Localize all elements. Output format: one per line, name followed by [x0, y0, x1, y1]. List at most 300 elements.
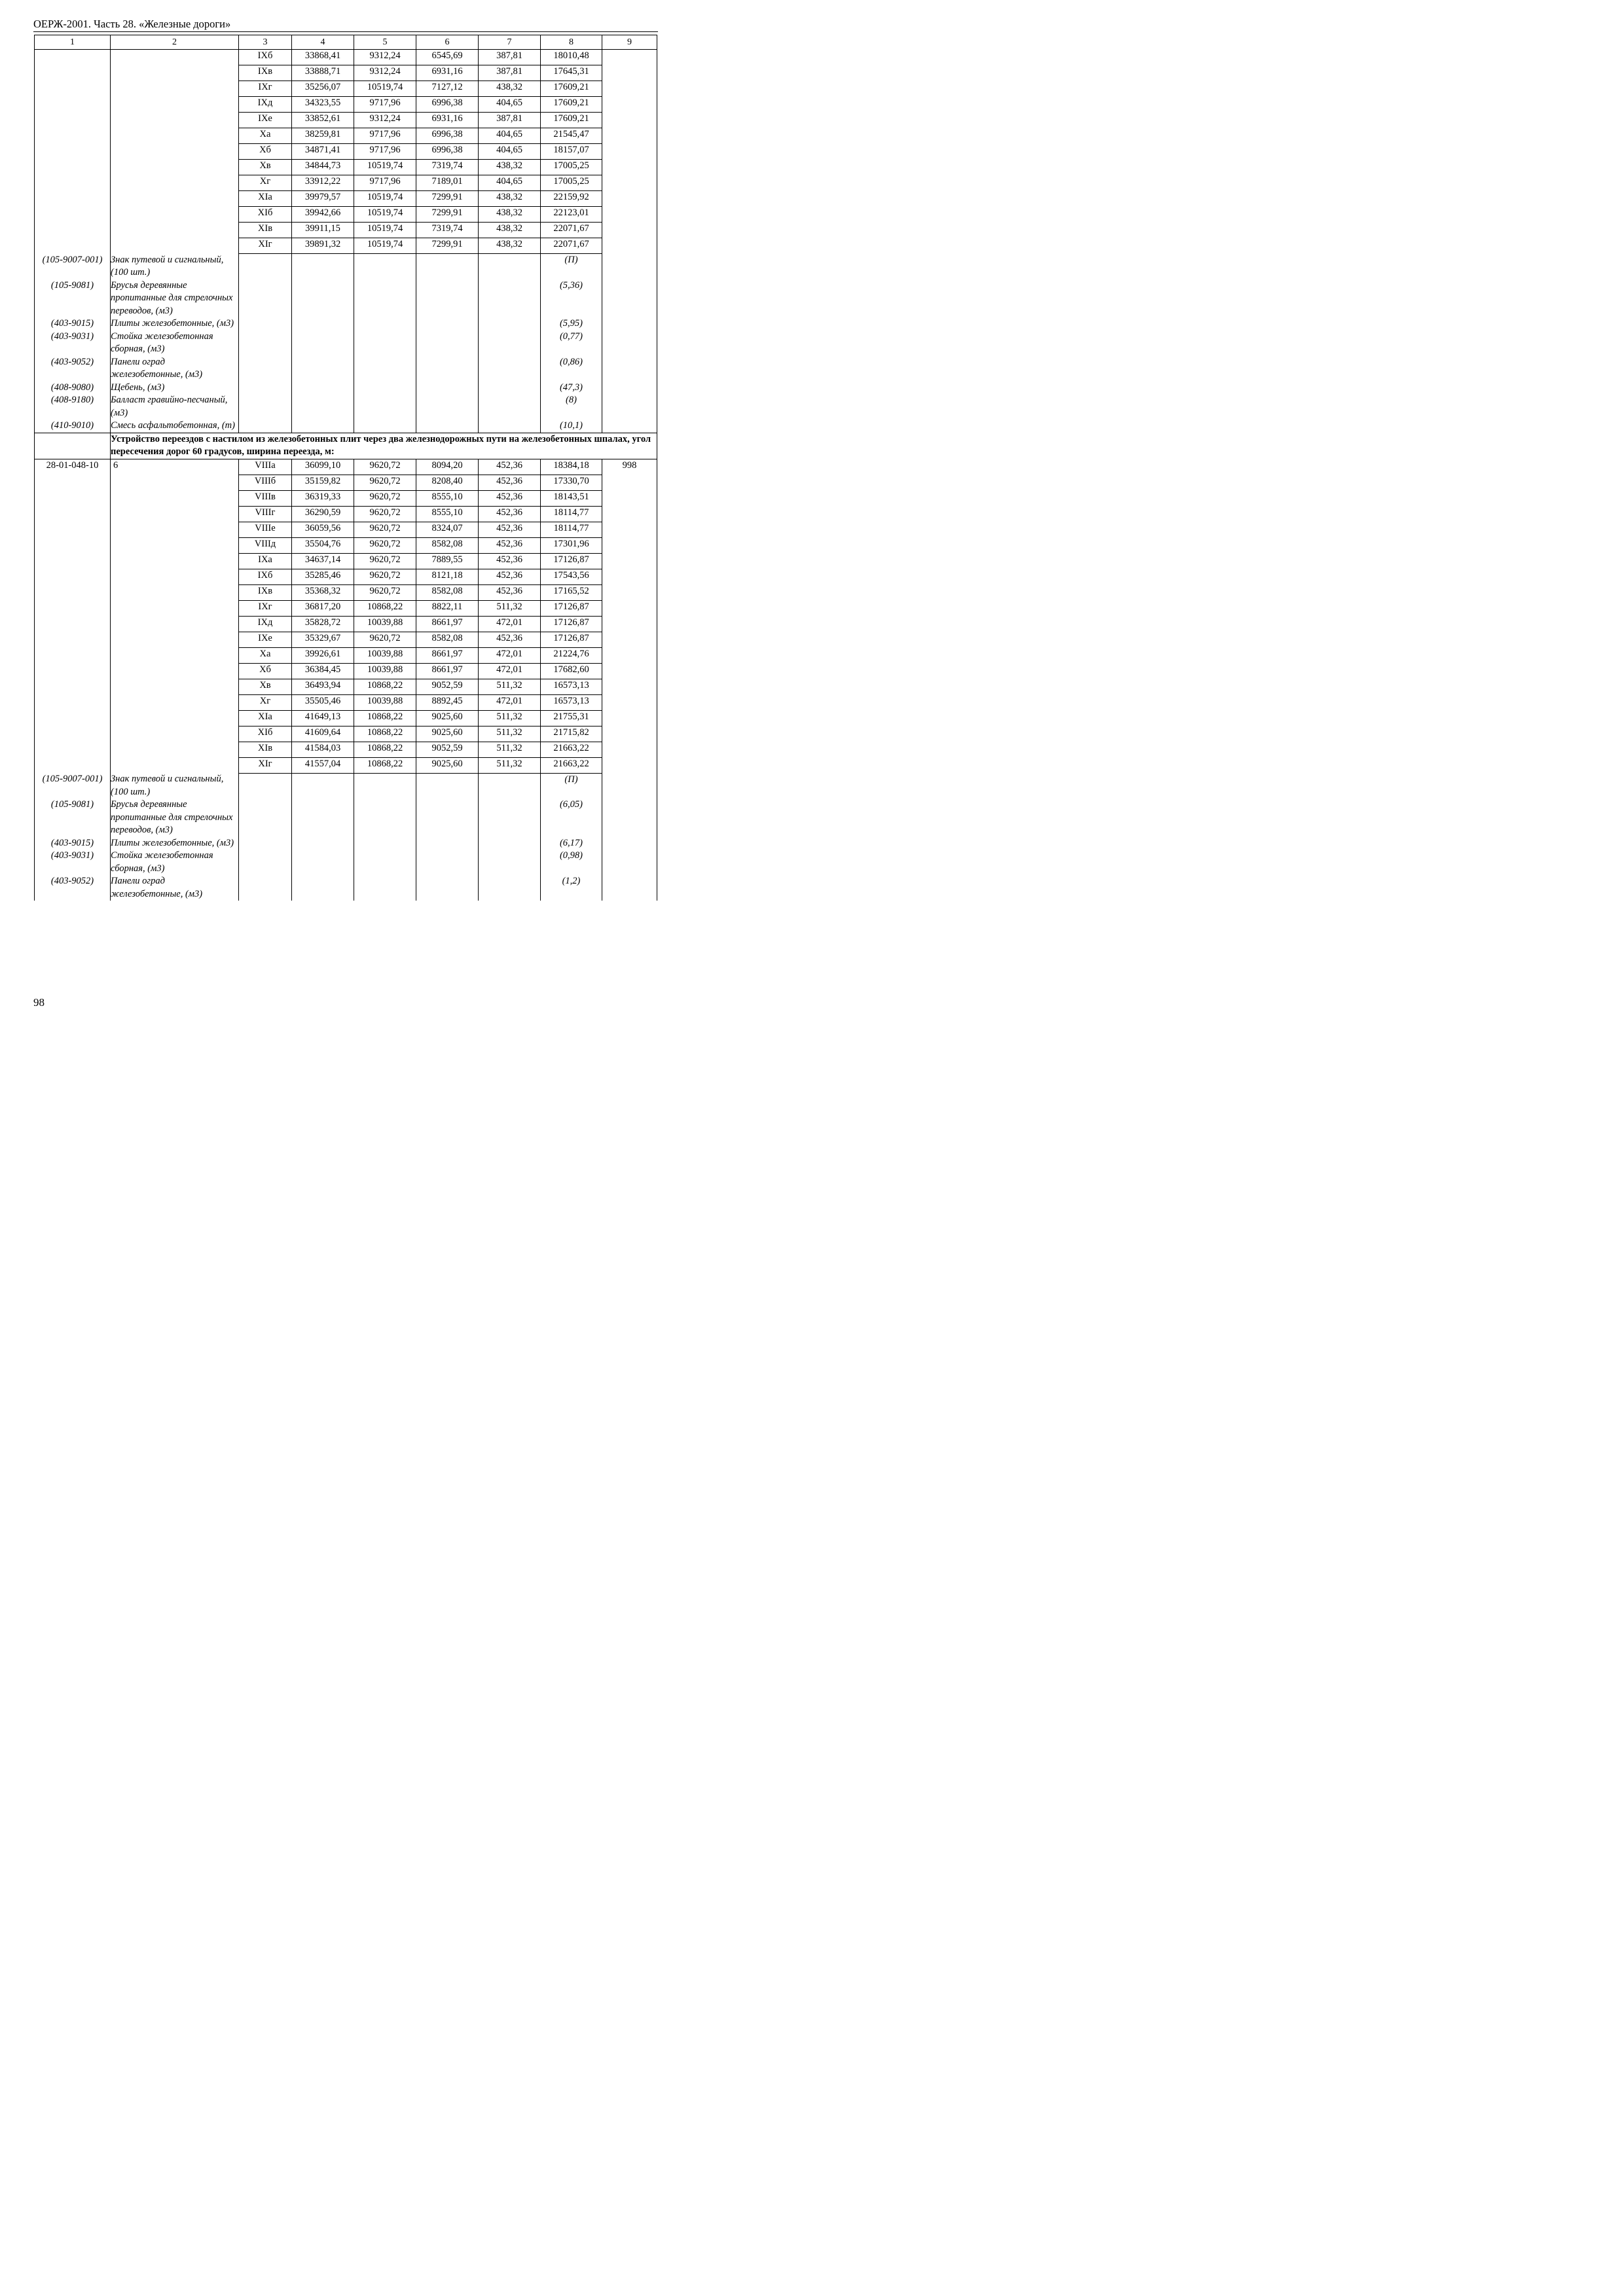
empty-cell: [602, 632, 657, 647]
row-value: 387,81: [479, 50, 541, 65]
empty-cell: [35, 726, 111, 742]
section-title-row: [35, 433, 657, 459]
empty-cell: [602, 160, 657, 175]
rate-row: [35, 175, 657, 191]
row-value: 34871,41: [292, 144, 354, 160]
empty-cell: [602, 420, 657, 433]
resource-value: (47,3): [541, 382, 602, 395]
row-value: 17126,87: [541, 632, 602, 647]
row-value: 18114,77: [541, 522, 602, 537]
empty-cell: [292, 420, 354, 433]
row-value: 36099,10: [292, 459, 354, 475]
resource-name: Плиты железобетонные, (м3): [111, 317, 239, 331]
row-value: 9620,72: [354, 537, 416, 553]
empty-cell: [239, 837, 292, 850]
row-value: 18384,18: [541, 459, 602, 475]
row-value: 17005,25: [541, 160, 602, 175]
row-value: 9620,72: [354, 569, 416, 584]
resource-value: (5,36): [541, 279, 602, 318]
row-label: Xг: [239, 694, 292, 710]
row-value: 387,81: [479, 113, 541, 128]
rate-row: [35, 81, 657, 97]
column-header: 5: [354, 35, 416, 50]
row-value: 8661,97: [416, 647, 479, 663]
resource-name: Стойка железобетонная сборная, (м3): [111, 331, 239, 356]
resource-row: [35, 837, 657, 850]
empty-cell: [239, 875, 292, 901]
empty-cell: [111, 663, 239, 679]
rate-row: [35, 569, 657, 584]
empty-cell: [111, 223, 239, 238]
empty-cell: [111, 710, 239, 726]
rate-row: [35, 113, 657, 128]
empty-cell: [292, 382, 354, 395]
empty-cell: [602, 223, 657, 238]
empty-cell: [111, 506, 239, 522]
row-value: 6996,38: [416, 128, 479, 144]
empty-cell: [416, 798, 479, 837]
resource-row: [35, 356, 657, 382]
empty-cell: [35, 113, 111, 128]
row-value: 17682,60: [541, 663, 602, 679]
rate-row: [35, 522, 657, 537]
empty-cell: [602, 694, 657, 710]
empty-cell: [239, 356, 292, 382]
row-value: 21545,47: [541, 128, 602, 144]
row-value: 17330,70: [541, 475, 602, 490]
row-value: 452,36: [479, 553, 541, 569]
resource-value: (0,77): [541, 331, 602, 356]
row-value: 6545,69: [416, 50, 479, 65]
empty-cell: [479, 837, 541, 850]
empty-cell: [416, 773, 479, 798]
empty-cell: [35, 475, 111, 490]
row-value: 404,65: [479, 144, 541, 160]
row-label: IXе: [239, 113, 292, 128]
row-label: VIIIд: [239, 537, 292, 553]
empty-cell: [35, 97, 111, 113]
row-value: 41609,64: [292, 726, 354, 742]
empty-cell: [602, 144, 657, 160]
empty-cell: [35, 128, 111, 144]
empty-cell: [239, 317, 292, 331]
page-number: 98: [33, 996, 45, 1009]
empty-cell: [416, 420, 479, 433]
header-rule: [33, 31, 658, 32]
resource-row: [35, 331, 657, 356]
row-label: IXб: [239, 50, 292, 65]
row-value: 9052,59: [416, 742, 479, 757]
rate-row: [35, 128, 657, 144]
row-value: 511,32: [479, 710, 541, 726]
empty-cell: [602, 175, 657, 191]
row-value: 8661,97: [416, 663, 479, 679]
resource-row: [35, 394, 657, 420]
row-value: 438,32: [479, 191, 541, 207]
empty-cell: [239, 254, 292, 279]
row-value: 511,32: [479, 726, 541, 742]
empty-cell: [111, 584, 239, 600]
empty-cell: [111, 50, 239, 65]
empty-cell: [602, 710, 657, 726]
row-value: 8582,08: [416, 632, 479, 647]
empty-cell: [416, 837, 479, 850]
rate-name: 6: [111, 459, 239, 475]
row-value: 511,32: [479, 600, 541, 616]
resource-value: (П): [541, 254, 602, 279]
column-header: 3: [239, 35, 292, 50]
empty-cell: [354, 850, 416, 875]
row-value: 21715,82: [541, 726, 602, 742]
row-value: 438,32: [479, 238, 541, 254]
empty-cell: [292, 317, 354, 331]
row-value: 9717,96: [354, 144, 416, 160]
empty-cell: [111, 537, 239, 553]
empty-cell: [35, 506, 111, 522]
row-value: 35505,46: [292, 694, 354, 710]
row-value: 10868,22: [354, 679, 416, 694]
row-value: 21224,76: [541, 647, 602, 663]
empty-cell: [602, 553, 657, 569]
empty-cell: [354, 279, 416, 318]
row-value: 8208,40: [416, 475, 479, 490]
row-value: 9620,72: [354, 632, 416, 647]
row-value: 6996,38: [416, 97, 479, 113]
rate-code: 28-01-048-10: [35, 459, 111, 475]
empty-cell: [111, 160, 239, 175]
empty-cell: [602, 81, 657, 97]
row-value: 6931,16: [416, 65, 479, 81]
row-value: 10039,88: [354, 694, 416, 710]
empty-cell: [479, 254, 541, 279]
empty-cell: [602, 475, 657, 490]
empty-cell: [35, 600, 111, 616]
row-value: 36059,56: [292, 522, 354, 537]
empty-cell: [111, 726, 239, 742]
empty-cell: [602, 798, 657, 837]
empty-cell: [292, 394, 354, 420]
empty-cell: [602, 207, 657, 223]
row-value: 7299,91: [416, 191, 479, 207]
block2-body: [35, 459, 657, 901]
resource-row: [35, 798, 657, 837]
resource-code: (403-9031): [35, 850, 111, 875]
empty-cell: [416, 875, 479, 901]
empty-cell: [602, 837, 657, 850]
empty-cell: [602, 875, 657, 901]
row-label: XIг: [239, 238, 292, 254]
resource-code: (403-9015): [35, 837, 111, 850]
resource-row: [35, 420, 657, 433]
row-value: 7299,91: [416, 207, 479, 223]
row-label: XIа: [239, 710, 292, 726]
row-value: 9620,72: [354, 490, 416, 506]
empty-cell: [602, 97, 657, 113]
row-value: 36493,94: [292, 679, 354, 694]
empty-cell: [479, 850, 541, 875]
row-value: 10039,88: [354, 663, 416, 679]
resource-value: (0,98): [541, 850, 602, 875]
row-value: 39926,61: [292, 647, 354, 663]
row-value: 18143,51: [541, 490, 602, 506]
row-value: 404,65: [479, 175, 541, 191]
rate-row: [35, 459, 657, 475]
empty-cell: [479, 331, 541, 356]
row-label: IXв: [239, 584, 292, 600]
row-label: Xв: [239, 160, 292, 175]
row-value: 41557,04: [292, 757, 354, 773]
resource-code: (408-9080): [35, 382, 111, 395]
empty-cell: [35, 207, 111, 223]
rate-row: [35, 616, 657, 632]
resource-row: [35, 254, 657, 279]
row-value: 35285,46: [292, 569, 354, 584]
empty-cell: [354, 382, 416, 395]
empty-cell: [239, 420, 292, 433]
resource-row: [35, 850, 657, 875]
row-value: 10519,74: [354, 191, 416, 207]
empty-cell: [35, 679, 111, 694]
empty-cell: [416, 331, 479, 356]
row-value: 9717,96: [354, 97, 416, 113]
empty-cell: [602, 726, 657, 742]
row-value: 452,36: [479, 506, 541, 522]
rate-row: [35, 647, 657, 663]
row-label: IXг: [239, 600, 292, 616]
empty-cell: [602, 50, 657, 65]
row-value: 35329,67: [292, 632, 354, 647]
empty-cell: [35, 50, 111, 65]
rate-row: [35, 757, 657, 773]
empty-cell: [35, 616, 111, 632]
resource-name: Плиты железобетонные, (м3): [111, 837, 239, 850]
empty-cell: [292, 356, 354, 382]
empty-cell: [416, 317, 479, 331]
empty-cell: [292, 798, 354, 837]
row-value: 438,32: [479, 223, 541, 238]
row-value: 21755,31: [541, 710, 602, 726]
row-value: 10868,22: [354, 726, 416, 742]
row-value: 8094,20: [416, 459, 479, 475]
row-value: 21663,22: [541, 757, 602, 773]
row-value: 39891,32: [292, 238, 354, 254]
row-value: 452,36: [479, 569, 541, 584]
rate-row: [35, 553, 657, 569]
empty-cell: [35, 663, 111, 679]
empty-cell: [602, 773, 657, 798]
rate-row: [35, 160, 657, 175]
row-value: 9312,24: [354, 113, 416, 128]
resource-code: (403-9052): [35, 356, 111, 382]
column-header: 9: [602, 35, 657, 50]
row-value: 17609,21: [541, 97, 602, 113]
row-value: 8661,97: [416, 616, 479, 632]
row-value: 17005,25: [541, 175, 602, 191]
empty-cell: [602, 584, 657, 600]
empty-cell: [479, 875, 541, 901]
empty-cell: [602, 317, 657, 331]
row-label: VIIIб: [239, 475, 292, 490]
row-value: 39942,66: [292, 207, 354, 223]
empty-cell: [35, 553, 111, 569]
row-value: 10868,22: [354, 600, 416, 616]
empty-cell: [354, 394, 416, 420]
row-value: 41584,03: [292, 742, 354, 757]
row-label: VIIIв: [239, 490, 292, 506]
empty-cell: [35, 632, 111, 647]
column-header: 8: [541, 35, 602, 50]
row-value: 8582,08: [416, 537, 479, 553]
empty-cell: [354, 254, 416, 279]
rate-extra: 998: [602, 459, 657, 475]
row-value: 9620,72: [354, 553, 416, 569]
empty-cell: [479, 773, 541, 798]
empty-cell: [35, 175, 111, 191]
resource-name: Смесь асфальтобетонная, (т): [111, 420, 239, 433]
empty-cell: [239, 331, 292, 356]
row-value: 8555,10: [416, 506, 479, 522]
row-value: 9620,72: [354, 475, 416, 490]
empty-cell: [602, 647, 657, 663]
row-label: IXа: [239, 553, 292, 569]
row-label: IXд: [239, 97, 292, 113]
row-value: 9620,72: [354, 522, 416, 537]
rate-row: [35, 663, 657, 679]
row-label: VIIIа: [239, 459, 292, 475]
resource-row: [35, 875, 657, 901]
row-value: 17609,21: [541, 81, 602, 97]
empty-cell: [35, 144, 111, 160]
row-label: IXв: [239, 65, 292, 81]
resource-code: (408-9180): [35, 394, 111, 420]
rate-row: [35, 600, 657, 616]
empty-cell: [479, 317, 541, 331]
empty-cell: [111, 600, 239, 616]
empty-cell: [354, 773, 416, 798]
resource-name: Знак путевой и сигнальный, (100 шт.): [111, 773, 239, 798]
page-header: ОЕРЖ-2001. Часть 28. «Железные дороги»: [33, 18, 231, 30]
resource-value: (6,05): [541, 798, 602, 837]
row-label: Xв: [239, 679, 292, 694]
row-value: 10868,22: [354, 757, 416, 773]
empty-cell: [35, 191, 111, 207]
empty-cell: [35, 584, 111, 600]
empty-cell: [602, 569, 657, 584]
empty-cell: [35, 490, 111, 506]
resource-code: (105-9007-001): [35, 254, 111, 279]
empty-cell: [354, 837, 416, 850]
rates-table: [34, 35, 657, 901]
row-value: 472,01: [479, 663, 541, 679]
row-value: 35828,72: [292, 616, 354, 632]
row-value: 10868,22: [354, 742, 416, 757]
row-value: 38259,81: [292, 128, 354, 144]
empty-cell: [354, 875, 416, 901]
row-label: Xб: [239, 663, 292, 679]
column-header: 7: [479, 35, 541, 50]
resource-name: Панели оград железобетонные, (м3): [111, 356, 239, 382]
empty-cell: [35, 223, 111, 238]
resource-name: Панели оград железобетонные, (м3): [111, 875, 239, 901]
empty-cell: [479, 420, 541, 433]
empty-cell: [239, 394, 292, 420]
resource-value: (10,1): [541, 420, 602, 433]
row-value: 39911,15: [292, 223, 354, 238]
row-value: 7189,01: [416, 175, 479, 191]
row-value: 36817,20: [292, 600, 354, 616]
row-value: 16573,13: [541, 679, 602, 694]
row-value: 511,32: [479, 757, 541, 773]
row-label: IXг: [239, 81, 292, 97]
empty-cell: [35, 569, 111, 584]
resource-value: (П): [541, 773, 602, 798]
row-value: 10519,74: [354, 238, 416, 254]
empty-cell: [354, 420, 416, 433]
empty-cell: [602, 238, 657, 254]
row-value: 33888,71: [292, 65, 354, 81]
empty-cell: [602, 279, 657, 318]
row-value: 33912,22: [292, 175, 354, 191]
empty-cell: [239, 850, 292, 875]
empty-cell: [292, 850, 354, 875]
resource-code: (105-9007-001): [35, 773, 111, 798]
empty-cell: [602, 742, 657, 757]
empty-cell: [111, 113, 239, 128]
empty-cell: [602, 600, 657, 616]
resource-value: (6,17): [541, 837, 602, 850]
empty-cell: [602, 65, 657, 81]
empty-cell: [416, 382, 479, 395]
rate-row: [35, 144, 657, 160]
row-value: 17543,56: [541, 569, 602, 584]
empty-cell: [602, 356, 657, 382]
empty-cell: [35, 742, 111, 757]
row-value: 17126,87: [541, 616, 602, 632]
row-value: 7319,74: [416, 223, 479, 238]
empty-cell: [111, 553, 239, 569]
rate-row: [35, 506, 657, 522]
row-label: XIб: [239, 207, 292, 223]
empty-cell: [111, 175, 239, 191]
row-value: 472,01: [479, 647, 541, 663]
row-value: 10039,88: [354, 647, 416, 663]
empty-cell: [416, 356, 479, 382]
row-value: 9620,72: [354, 459, 416, 475]
rate-row: [35, 238, 657, 254]
row-value: 9025,60: [416, 710, 479, 726]
rate-row: [35, 710, 657, 726]
empty-cell: [479, 798, 541, 837]
empty-cell: [239, 773, 292, 798]
row-label: XIв: [239, 742, 292, 757]
row-label: Xг: [239, 175, 292, 191]
column-number-row: [35, 35, 657, 50]
row-value: 9717,96: [354, 175, 416, 191]
row-label: IXе: [239, 632, 292, 647]
empty-cell: [354, 331, 416, 356]
row-value: 34637,14: [292, 553, 354, 569]
row-value: 452,36: [479, 522, 541, 537]
row-label: IXб: [239, 569, 292, 584]
row-value: 35504,76: [292, 537, 354, 553]
row-value: 6931,16: [416, 113, 479, 128]
row-value: 7299,91: [416, 238, 479, 254]
empty-cell: [602, 506, 657, 522]
row-value: 472,01: [479, 616, 541, 632]
row-value: 8892,45: [416, 694, 479, 710]
empty-cell: [35, 522, 111, 537]
row-value: 452,36: [479, 584, 541, 600]
